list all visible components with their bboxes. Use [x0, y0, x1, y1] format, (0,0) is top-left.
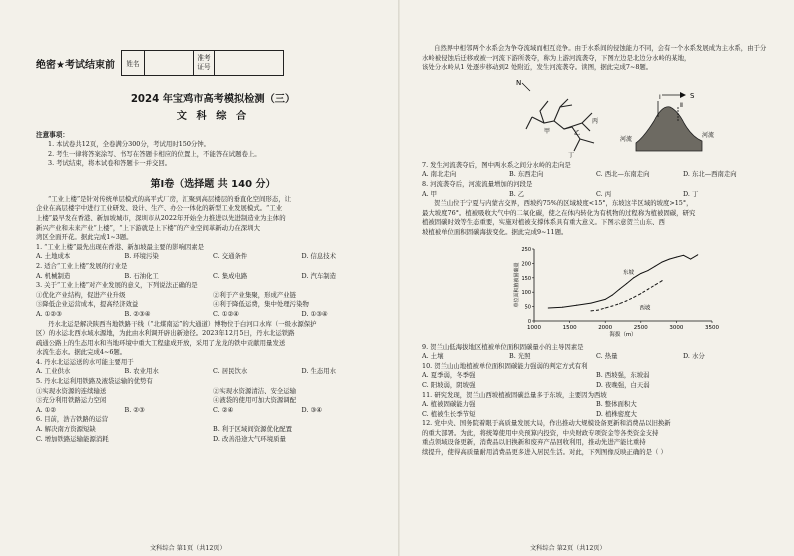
ticket-label: 准考 证号 — [194, 51, 215, 75]
option-b[interactable]: B. ②③ — [124, 405, 145, 414]
option-c[interactable]: C. 热量 — [596, 352, 618, 361]
question-stem: 1. “工业上楼”最先出现在香港、新加坡最主要的影响因素是 — [36, 242, 205, 251]
question-stem: 9. 贺兰山低海拔地区植被单位面积固碳量小的主导因素是 — [422, 342, 584, 351]
option-b[interactable]: B. 环境污染 — [124, 252, 159, 261]
data-point — [647, 288, 648, 289]
data-point — [619, 288, 620, 289]
option-a[interactable]: A. 工业供水 — [36, 367, 71, 376]
option-d[interactable]: D. 丁 — [683, 189, 699, 198]
option-d[interactable]: D. 改善沿途大气环境质量 — [213, 434, 286, 443]
notes-heading: 注意事项： — [36, 131, 69, 139]
option-b[interactable]: B. 西坡强，东坡弱 — [596, 371, 650, 380]
question-stem: 10. 贺兰山山地植被单位面积固碳能力强弱的判定方式有利 — [422, 361, 588, 370]
note-item: 1. 本试卷共12页，全卷满分300分，考试用时150分钟。 — [48, 140, 211, 148]
option-b[interactable]: B. 东西走向 — [509, 170, 544, 179]
question-options — [422, 190, 770, 200]
question-5 — [36, 377, 390, 415]
page-footer: 文科综合 第2页（共12页） — [530, 545, 606, 552]
data-point — [633, 296, 634, 297]
south-arrow-head — [680, 92, 686, 98]
question-stem: 11. 研究发现，贺兰山西坡植被固碳总量多于东坡，主要因为西坡 — [422, 390, 607, 399]
north-label: N — [516, 78, 522, 87]
label-ding: 丁 — [568, 151, 575, 159]
option-c[interactable]: C. 丙 — [596, 189, 612, 198]
data-point — [626, 283, 627, 284]
data-point — [590, 302, 591, 303]
divide-2-label: Ⅱ — [680, 101, 683, 109]
passage-river: 自然界中相邻两个水系会为争夺流域而相互竞争。由于水系间的侵蚀能力不同，会有一个水系发展成为主水系，由于分 水岭被侵蚀后迁移或被一河流下游所袭夺，称为上游河流袭夺，下图左边是北边分水岭的某地， 该处分水岭从1 处逐步移动到2 处附近，发生河流袭夺。读图，据此完成7~8题。 — [422, 44, 767, 72]
question-options — [36, 367, 390, 377]
question-stem: 2. 适合“工业上楼”发展的行业是 — [36, 261, 128, 270]
x-tick-label: 3500 — [705, 324, 719, 331]
option-d[interactable]: D. 汽车制造 — [301, 271, 337, 280]
carbon-chart-svg — [422, 241, 770, 337]
option-a[interactable]: A. 土壤 — [422, 352, 444, 361]
y-tick-label: 50 — [524, 304, 531, 311]
option-c[interactable]: C. 增加铁路运输能源消耗 — [36, 434, 109, 443]
option-d[interactable]: D. 水分 — [683, 352, 705, 361]
question-options — [36, 406, 390, 416]
option-a[interactable]: A. ①②③ — [36, 309, 62, 318]
option-d[interactable]: D. 信息技术 — [301, 252, 337, 261]
exam-title: 2024 年宝鸡市高考模拟检测（三） — [130, 94, 296, 105]
note-item: 2. 考生一律将答案涂写、书写在答题卡相应的位置上，不能答在试题卷上。 — [48, 149, 261, 158]
series-line-1 — [548, 254, 698, 307]
question-stem: 5. 丹水北运利用铁路及液袋运输的优势有 — [36, 377, 153, 386]
ridge-profile — [636, 107, 702, 151]
option-a[interactable]: A. 土地成本 — [36, 252, 71, 261]
section-title: 第Ⅰ卷（选择题 共 140 分） — [150, 178, 276, 190]
option-c[interactable]: C. ②④ — [213, 405, 234, 414]
data-point — [690, 258, 691, 259]
secret-mark: 绝密★考试结束前 — [36, 59, 115, 71]
question-options — [36, 252, 390, 262]
right-page — [400, 0, 794, 556]
question-9 — [422, 343, 770, 362]
x-tick-label: 1000 — [527, 324, 541, 331]
question-statements: ①实现水资源的连续输送 ②实现水资源清洁、安全运输 ③充分利用铁路运力空闲 ④液袋的使用可加大资源调配 — [36, 386, 297, 405]
passage-industry: “工业上楼”是针对传统单层模式的高平式厂房，汇聚到高层楼层的垂直化空间形态，让 企业在高层楼宇中进行工业研发、设计、生产、办公一体化的新型工业发展模式。“工业 上楼”最早发在香港、新加坡城市，深圳市从2022年开始全力推进以先进制造业为主体的 新兴产业和未来产业“上楼”，“上下游就是上下楼”的产业空间革新动力在深圳大 湾区全面开花。据此完成1~3题。 — [36, 194, 291, 242]
data-point — [683, 254, 684, 255]
passage-helan: 贺兰山位于宁夏与内蒙古交界，西坡约75%的区域坡度<15°，东坡这半区域的坡度>15°， 最大坡度76°。植被吸收大气中的二氧化碳，使之在体内转化为有机物的过程称为植被固碳，研究 植被固碳时效等生态重要，实施对植被支撑体系具有重大意义。下图示意贺兰山东、西 坡植被单位面积固碳海拔变化。据此完成9~11题。 — [422, 199, 696, 236]
question-7 — [422, 161, 770, 180]
option-c[interactable]: C. 集成电路 — [213, 271, 248, 280]
option-b[interactable]: B. 石油化工 — [124, 271, 159, 280]
data-point — [612, 305, 613, 306]
y-tick-label: 100 — [521, 289, 531, 296]
question-options — [36, 310, 390, 320]
option-a[interactable]: A. 甲 — [422, 189, 438, 198]
data-point — [548, 307, 549, 308]
south-label: S — [690, 91, 695, 100]
data-point — [676, 256, 677, 257]
carbon-chart — [422, 241, 770, 337]
option-c[interactable]: C. 阳坡弱，阴坡强 — [422, 380, 476, 389]
question-3 — [36, 281, 390, 319]
option-d[interactable]: D. 夜晚强，白天弱 — [596, 380, 650, 389]
data-point — [576, 304, 577, 305]
option-d[interactable]: D. ①③④ — [301, 309, 328, 318]
data-point — [633, 277, 634, 278]
option-a[interactable]: A. 解决南方资源短缺 — [36, 425, 96, 434]
question-options — [422, 400, 770, 419]
option-b[interactable]: B. 整体面积大 — [596, 400, 637, 409]
series-label-2: 西坡 — [639, 304, 651, 311]
data-point — [612, 294, 613, 295]
data-point — [590, 310, 591, 311]
question-stem: 4. 丹水北运运送的水可能主要用于 — [36, 357, 134, 366]
data-point — [605, 307, 606, 308]
question-options — [36, 272, 390, 282]
x-axis-label: 海拔（m） — [609, 331, 637, 337]
option-d[interactable]: D. 植株密度大 — [596, 409, 637, 418]
y-axis-label: 单位面积植被固碳量 — [514, 262, 520, 308]
y-tick-label: 150 — [521, 275, 531, 282]
label-jia: 甲 — [544, 127, 551, 135]
option-d[interactable]: D. 生态用水 — [301, 367, 337, 376]
option-a[interactable]: A. 机械制造 — [36, 271, 71, 280]
data-point — [669, 258, 670, 259]
data-point — [655, 284, 656, 285]
divide-1-label: Ⅰ — [659, 93, 661, 101]
data-point — [619, 303, 620, 304]
data-point — [562, 306, 563, 307]
option-b[interactable]: B. 利于区域间资源优化配置 — [213, 425, 293, 434]
x-tick-label: 1500 — [562, 324, 577, 331]
question-statements: ①优化产业结构，促进产业升级 ②利于产业集聚，形成产业链 ③降低企业运营成本，提高经济效益 ④利于降低运费，集中处理污染物 — [36, 290, 309, 309]
river-diagram-svg — [422, 77, 770, 161]
question-4 — [36, 358, 390, 377]
option-d[interactable]: D. ③④ — [301, 405, 322, 414]
data-point — [655, 265, 656, 266]
question-8 — [422, 180, 770, 199]
passage-water: 丹水北运是解决陕西当地铁路干线（“北煤南运”的大通道）博物位于白河口水库（一级水源保护 区）的水运北西水域水源地，为此由水利调开辟出新途径。2023年12月5日，丹水北运铁路 疏通公路上的生态用水和当地环境中重大工程建成开放，采用了龙龙的铁中贡献用量发送 水流生态水。据此完成4~6题。 — [36, 319, 317, 357]
river-network — [526, 99, 594, 151]
question-stem: 8. 河流袭夺后，河流流量增加的河段是 — [422, 179, 533, 188]
question-11 — [422, 391, 770, 420]
data-point — [605, 298, 606, 299]
option-b[interactable]: B. 农业用水 — [124, 367, 159, 376]
option-c[interactable]: C. 交通条件 — [213, 252, 248, 261]
option-c[interactable]: C. 居民饮水 — [213, 367, 248, 376]
data-point — [640, 293, 641, 294]
candidate-info-box — [121, 50, 284, 76]
question-options — [422, 352, 770, 362]
option-c[interactable]: C. 西北—东南走向 — [596, 170, 650, 179]
series-label-1: 东坡 — [623, 269, 635, 276]
data-point — [697, 254, 698, 255]
label-bing: 丙 — [592, 117, 599, 125]
option-b[interactable]: B. 光照 — [509, 352, 531, 361]
option-c[interactable]: C. ①②④ — [213, 309, 239, 318]
page-footer: 文科综合 第1页（共12页） — [150, 545, 226, 552]
option-a[interactable]: A. ①② — [36, 405, 57, 414]
x-tick-label: 2500 — [633, 324, 648, 331]
option-b[interactable]: B. 乙 — [509, 189, 525, 198]
option-a[interactable]: A. 植被固碳能力强 — [422, 400, 476, 409]
question-10 — [422, 362, 770, 391]
data-point — [598, 309, 599, 310]
river-capture-diagram — [422, 77, 770, 161]
question-1 — [36, 243, 390, 262]
north-arrow — [522, 83, 530, 91]
question-stem: 3. 关于“工业上楼”对产业发展的意义，下列说法正确的是 — [36, 281, 198, 290]
option-a[interactable]: A. 夏季弱，冬季强 — [422, 371, 476, 380]
exam-header — [36, 50, 390, 76]
note-item: 3. 考试结束，将本试卷和答题卡一并交回。 — [48, 159, 172, 168]
name-field[interactable] — [145, 51, 194, 75]
question-12: 12. 党中央、国务院着眼于高质量发展大局，作出推动大规模设备更新和消费品以旧换新 的重大部署。为此，将统筹使用中央预算内投资，中央财政专项资金等各类资金支持 重点领域设备更新，消费品以旧换新和废弃产品回收利用，推动先进产能比重持 续提升，使得高质量耐用消费品更多进入居民生活。对此，下列图像反映正确的是（ ） — [422, 419, 671, 457]
label-yi: 乙 — [574, 129, 581, 137]
data-point — [626, 300, 627, 301]
data-point — [640, 273, 641, 274]
question-stem: 7. 发生河流袭夺后，图中两水系之间分水岭的走向是 — [422, 160, 571, 169]
question-6 — [36, 415, 390, 444]
exam-subject: 文 科 综 合 — [176, 111, 250, 122]
ticket-field[interactable] — [215, 51, 283, 75]
y-tick-label: 200 — [521, 260, 531, 267]
data-point — [647, 270, 648, 271]
option-b[interactable]: B. ②③④ — [124, 309, 151, 318]
question-2 — [36, 262, 390, 281]
question-stem: 6. 目前，浩吉铁路的运营 — [36, 415, 109, 424]
question-options — [422, 170, 770, 180]
option-c[interactable]: C. 植被生长季节短 — [422, 409, 476, 418]
y-tick-label: 250 — [521, 246, 531, 253]
river-label-right: 河流 — [702, 131, 715, 139]
data-point — [662, 280, 663, 281]
question-options — [422, 371, 770, 390]
x-tick-label: 3000 — [669, 324, 684, 331]
name-label: 姓名 — [122, 51, 145, 75]
river-label-left: 河流 — [620, 135, 633, 143]
x-tick-label: 2000 — [598, 324, 613, 331]
series-line-2 — [591, 280, 662, 310]
option-d[interactable]: D. 东北—西南走向 — [683, 170, 737, 179]
option-a[interactable]: A. 南北走向 — [422, 170, 457, 179]
data-point — [662, 261, 663, 262]
question-options — [36, 425, 390, 444]
y-tick-label: 0 — [527, 318, 531, 325]
